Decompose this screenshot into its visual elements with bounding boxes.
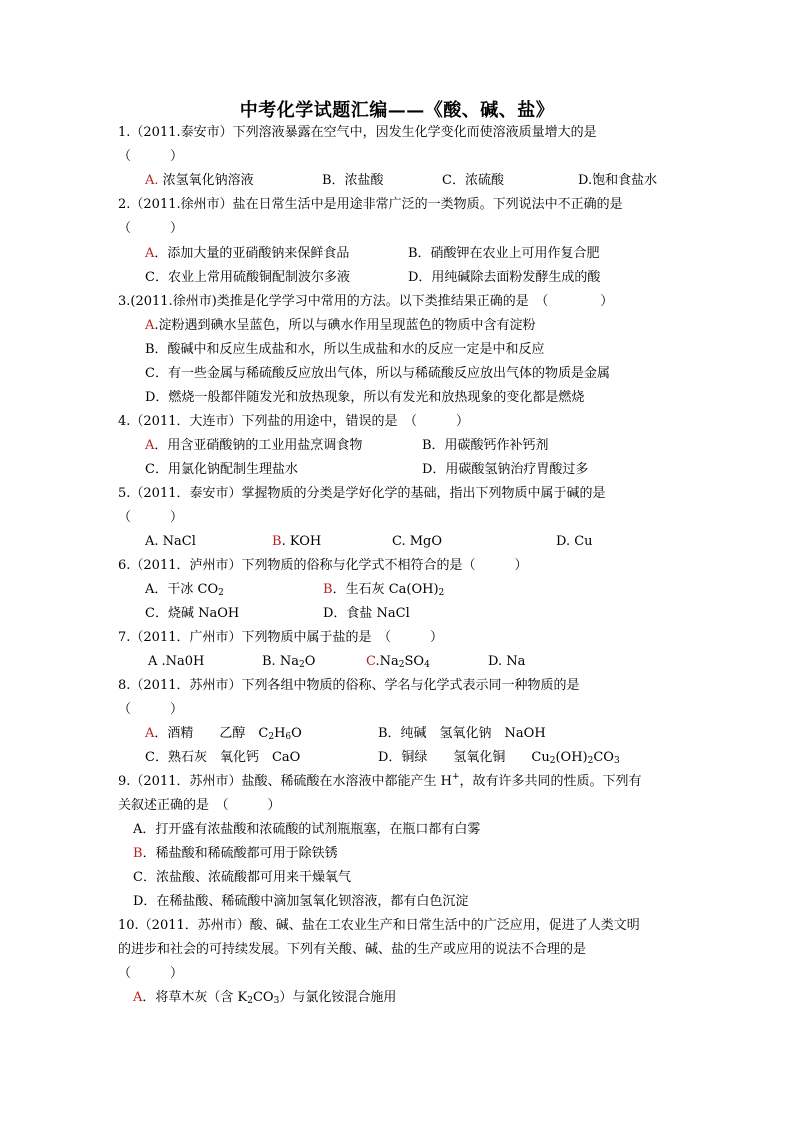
q5-answer-paren: （ ） [118,510,184,525]
q5-option-b-letter: B [272,534,282,549]
q8-option-c: C．熟石灰 氧化钙 CaO [145,750,301,765]
q5-option-c: C. MgO [392,534,443,549]
q1-answer-paren: （ ） [118,149,184,164]
q5-option-b [272,534,321,550]
q3-option-a-text: .淀粉遇到碘水呈蓝色，所以与碘水作用呈现蓝色的物质中含有淀粉 [154,318,536,333]
q2-option-a-letter: A [145,246,155,261]
q3-option-d: D．燃烧一般都伴随发光和放热现象，所以有发光和放热现象的变化都是燃烧 [145,390,585,405]
q3-option-b: B．酸碱中和反应生成盐和水，所以生成盐和水的反应一定是中和反应 [145,342,545,357]
q8-option-d-text: D．铜绿 氢氧化铜 Cu [378,750,550,765]
q10-option-a [133,990,396,1006]
q9-stem [118,774,642,790]
q8-option-a-sub-2: 6 [285,732,292,742]
q8-option-d-sub-2: 2 [587,756,594,766]
q5-option-a: A. NaCl [145,534,196,549]
q10-option-a-mid: CO [252,990,274,1005]
q7-option-c-subscript-1: 2 [398,660,405,670]
q7-option-b [262,654,315,670]
q8-option-d-sub-3: 3 [613,756,620,766]
q8-option-a-tail: O [291,726,302,741]
q8-option-a [145,726,302,742]
q7-option-c-letter: C [366,654,376,669]
q10-option-a-text: ．将草木灰（含 K [142,990,248,1005]
q9-stem-text: 9.（2011．苏州市）盐酸、稀硫酸在水溶液中都能产生 H [118,774,452,789]
q9-option-b [133,846,338,862]
q4-stem: 4.（2011．大连市）下列盐的用途中，错误的是 （ ） [118,414,469,429]
q6-option-c: C．烧碱 NaOH [145,606,240,621]
q6-option-a-subscript: 2 [218,588,224,598]
q6-option-d: D．食盐 NaCl [323,606,410,621]
q9-option-c: C．浓盐酸、浓硫酸都可用来干燥氧气 [133,870,351,885]
q8-option-d-mid: (OH) [555,750,588,765]
q5-option-b-text: . KOH [281,534,322,549]
q4-option-a-letter: A [145,438,155,453]
q2-option-b: B．硝酸钾在农业上可用作复合肥 [408,246,600,261]
q7-option-a: A .Na0H [148,654,205,669]
q8-option-d [378,750,620,766]
q6-option-b [323,582,444,598]
q10-answer-paren: （ ） [118,966,184,981]
q2-stem: 2.（2011.徐州市）盐在日常生活中是用途非常广泛的一类物质。下列说法中不正确的是 [118,197,623,212]
q10-option-a-letter: A [133,990,143,1005]
q1-option-d: D.饱和食盐水 [578,173,658,188]
q8-option-a-sub-1: 2 [268,732,275,742]
page-title: 中考化学试题汇编——《酸、碱、盐》 [239,100,555,121]
q8-answer-paren: （ ） [118,702,184,717]
q7-option-b-subscript: 2 [298,660,305,670]
q10-option-a-sub-1: 2 [247,996,253,1006]
q8-option-a-text: ．酒精 乙醇 C [154,726,269,741]
q10-stem: 10.（2011．苏州市）酸、碱、盐在工农业生产和日常生活中的广泛应用，促进了人类文明 [118,918,640,933]
q7-option-c [366,654,430,670]
q4-option-b: B．用碳酸钙作补钙剂 [422,438,549,453]
q8-option-d-tail: CO [593,750,614,765]
q4-option-a-text: ．用含亚硝酸钠的工业用盐烹调食物 [154,438,363,453]
q1-option-a [145,173,254,189]
q6-option-b-subscript: 2 [438,588,445,598]
q7-stem: 7.（2011．广州市）下列物质中属于盐的是 （ ） [118,630,443,645]
q7-option-b-tail: O [304,654,316,669]
q2-option-c: C．农业上常用硫酸铜配制波尔多液 [145,270,350,285]
q10-option-a-tail: ）与氯化铵混合施用 [279,990,397,1005]
q8-option-d-sub-1: 2 [549,756,556,766]
q2-option-d: D．用纯碱除去面粉发酵生成的酸 [408,270,601,285]
q8-option-b: B．纯碱 氢氧化钠 NaOH [378,726,546,741]
q1-option-a-text: 浓氢氧化钠溶液 [158,173,254,188]
q7-option-c-text: .Na [375,654,399,669]
q7-option-d: D. Na [488,654,526,669]
q7-option-b-text: B. Na [262,654,299,669]
q9-stem-tail: ，故有许多共同的性质。下列有 [459,774,642,789]
q10-option-a-sub-2: 3 [273,996,280,1006]
q6-option-a-text: A．干冰 CO [145,582,219,597]
q9-option-b-text: ．稀盐酸和稀硫酸都可用于除铁锈 [142,846,338,861]
q6-option-b-text: ．生石灰 Ca(OH) [332,582,439,597]
q1-option-a-letter: A. [145,173,159,188]
q9-option-a: A．打开盛有浓盐酸和浓硫酸的试剂瓶瓶塞，在瓶口都有白雾 [133,822,481,837]
q1-option-b: B．浓盐酸 [322,173,384,188]
q9-stem-superscript: + [451,772,460,782]
q4-option-a [145,438,362,454]
q3-option-a-letter: A [145,318,155,333]
q4-option-d: D．用碳酸氢钠治疗胃酸过多 [422,462,589,477]
q6-option-a [145,582,224,598]
q8-option-a-mid: H [274,726,286,741]
q7-option-c-mid: SO [404,654,425,669]
q8-stem: 8.（2011．苏州市）下列各组中物质的俗称、学名与化学式表示同一种物质的是 [118,678,580,693]
q6-option-b-letter: B [323,582,333,597]
q3-stem: 3.(2011.徐州市)类推是化学学习中常用的方法。以下类推结果正确的是 （ ） [118,294,614,309]
q3-option-a [145,318,536,334]
q7-option-c-subscript-2: 4 [424,660,430,670]
q4-option-c: C．用氯化钠配制生理盐水 [145,462,298,477]
q5-stem: 5.（2011．泰安市）掌握物质的分类是学好化学的基础，指出下列物质中属于碱的是 [118,486,606,501]
q2-answer-paren: （ ） [118,221,184,236]
q8-option-a-letter: A [145,726,155,741]
q9-stem-line-2: 关叙述正确的是 （ ） [118,798,281,813]
q2-option-a-text: ．添加大量的亚硝酸钠来保鲜食品 [154,246,350,261]
q5-option-d: D. Cu [556,534,593,549]
q3-option-c: C．有一些金属与稀硫酸反应放出气体，所以与稀硫酸反应放出气体的物质是金属 [145,366,610,381]
q2-option-a [145,246,349,262]
q6-stem: 6.（2011．泸州市）下列物质的俗称与化学式不相符合的是（ ） [118,558,528,573]
q10-stem-line-2: 的进步和社会的可持续发展。下列有关酸、碱、盐的生产或应用的说法不合理的是 [118,942,587,957]
q9-option-d: D．在稀盐酸、稀硫酸中滴加氢氧化钡溶液，都有白色沉淀 [133,894,469,909]
q9-option-b-letter: B [133,846,143,861]
q1-option-c: C．浓硫酸 [442,173,504,188]
q1-stem: 1.（2011.泰安市）下列溶液暴露在空气中，因发生化学变化而使溶液质量增大的是 [118,125,597,140]
